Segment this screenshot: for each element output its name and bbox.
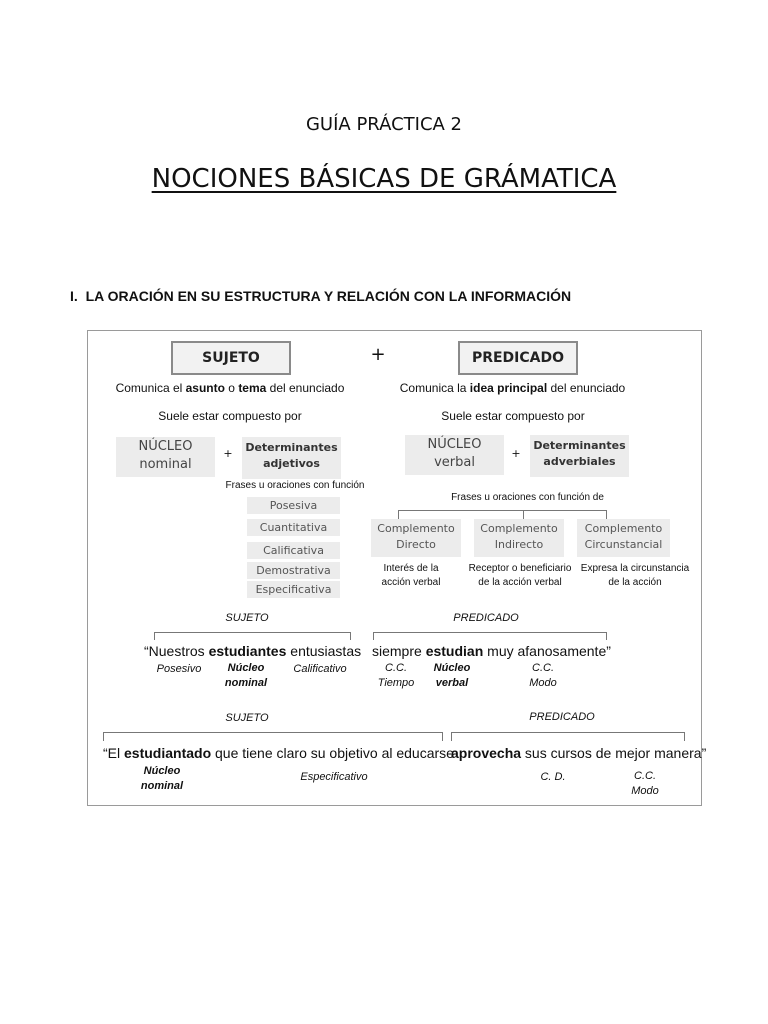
bracket-tick <box>398 510 399 519</box>
bracket-tick <box>350 632 351 640</box>
example2-predicado-bracket <box>451 732 684 733</box>
determinantes-adjetivos-box: Determinantes adjetivos <box>242 437 341 479</box>
example2-sujeto-text: “El estudiantado que tiene claro su objetivo al educarse <box>103 745 454 761</box>
complemento-circunstancial-box: Complemento Circunstancial <box>577 519 670 557</box>
section-heading <box>70 288 571 304</box>
complemento-directo-desc: Interés de la acción verbal <box>381 563 441 588</box>
tag-cc-modo: C.C. Modo <box>529 662 557 689</box>
bracket-tick <box>606 510 607 519</box>
tag-cc-tiempo: C.C. Tiempo <box>377 662 415 689</box>
complementos-bracket <box>398 510 606 511</box>
sujeto-frases-label: Frases u oraciones con función <box>225 480 365 491</box>
tag-cc-modo: C.C. Modo <box>631 770 659 797</box>
tag-nucleo-nominal: Núcleo nominal <box>224 662 268 689</box>
section-number: I. <box>70 288 78 304</box>
sujeto-compuesto: Suele estar compuesto por <box>158 409 302 423</box>
tag-posesivo: Posesivo <box>156 663 202 675</box>
determinantes-adverbiales-box: Determinantes adverbiales <box>530 435 629 477</box>
section-title: LA ORACIÓN EN SU ESTRUCTURA Y RELACIÓN CON LA INFORMACIÓN <box>85 288 572 304</box>
funcion-calificativa: Calificativa <box>247 542 340 559</box>
nucleo-verbal-box: NÚCLEO verbal <box>405 435 504 475</box>
bracket-tick <box>103 732 104 741</box>
bracket-tick <box>154 632 155 640</box>
example1-predicado-text: siempre estudian muy afanosamente” <box>372 643 611 659</box>
tag-nucleo-verbal: Núcleo verbal <box>433 662 471 689</box>
example1-sujeto-label: SUJETO <box>225 612 269 624</box>
example1-sujeto-bracket <box>154 632 351 633</box>
predicado-frases-label: Frases u oraciones con función de <box>451 492 604 503</box>
nucleo-nominal-box: NÚCLEO nominal <box>116 437 215 477</box>
bracket-tick <box>373 632 374 640</box>
page-title <box>0 164 768 194</box>
sujeto-box: SUJETO <box>171 341 291 375</box>
complemento-directo-box: Complemento Directo <box>371 519 461 557</box>
plus-sign: + <box>511 447 521 460</box>
tag-especificativo: Especificativo <box>300 771 368 783</box>
complemento-indirecto-box: Complemento Indirecto <box>474 519 564 557</box>
bracket-tick <box>606 632 607 640</box>
tag-cd: C. D. <box>540 771 566 783</box>
bracket-tick <box>523 510 524 519</box>
complemento-indirecto-desc: Receptor o beneficiario de la acción verbal <box>468 563 572 588</box>
tag-calificativo: Calificativo <box>293 663 347 675</box>
bracket-tick <box>442 732 443 741</box>
complemento-circunstancial-desc: Expresa la circunstancia de la acción <box>580 563 690 588</box>
bracket-tick <box>451 732 452 741</box>
example2-predicado-label: PREDICADO <box>529 711 595 723</box>
funcion-cuantitativa: Cuantitativa <box>247 519 340 536</box>
predicado-description: Comunica la idea principal del enunciado <box>399 381 626 395</box>
predicado-compuesto: Suele estar compuesto por <box>441 409 585 423</box>
funcion-especificativa: Especificativa <box>247 581 340 598</box>
example2-sujeto-label: SUJETO <box>225 712 269 724</box>
predicado-box: PREDICADO <box>458 341 578 375</box>
sujeto-description: Comunica el asunto o tema del enunciado <box>115 381 345 395</box>
bracket-tick <box>684 732 685 741</box>
plus-sign: + <box>223 447 233 460</box>
example1-predicado-bracket <box>373 632 607 633</box>
tag-nucleo-nominal: Núcleo nominal <box>140 765 184 792</box>
example1-sujeto-text: “Nuestros estudiantes entusiastas <box>144 643 362 659</box>
example1-predicado-label: PREDICADO <box>453 612 519 624</box>
funcion-posesiva: Posesiva <box>247 497 340 514</box>
example2-predicado-text: aprovecha sus cursos de mejor manera” <box>451 745 707 761</box>
page-subtitle: GUÍA PRÁCTICA 2 <box>305 114 463 135</box>
page-title-text: NOCIONES BÁSICAS DE GRÁMATICA <box>151 164 617 194</box>
example2-sujeto-bracket <box>103 732 443 733</box>
plus-sign: + <box>370 344 386 365</box>
funcion-demostrativa: Demostrativa <box>247 562 340 579</box>
